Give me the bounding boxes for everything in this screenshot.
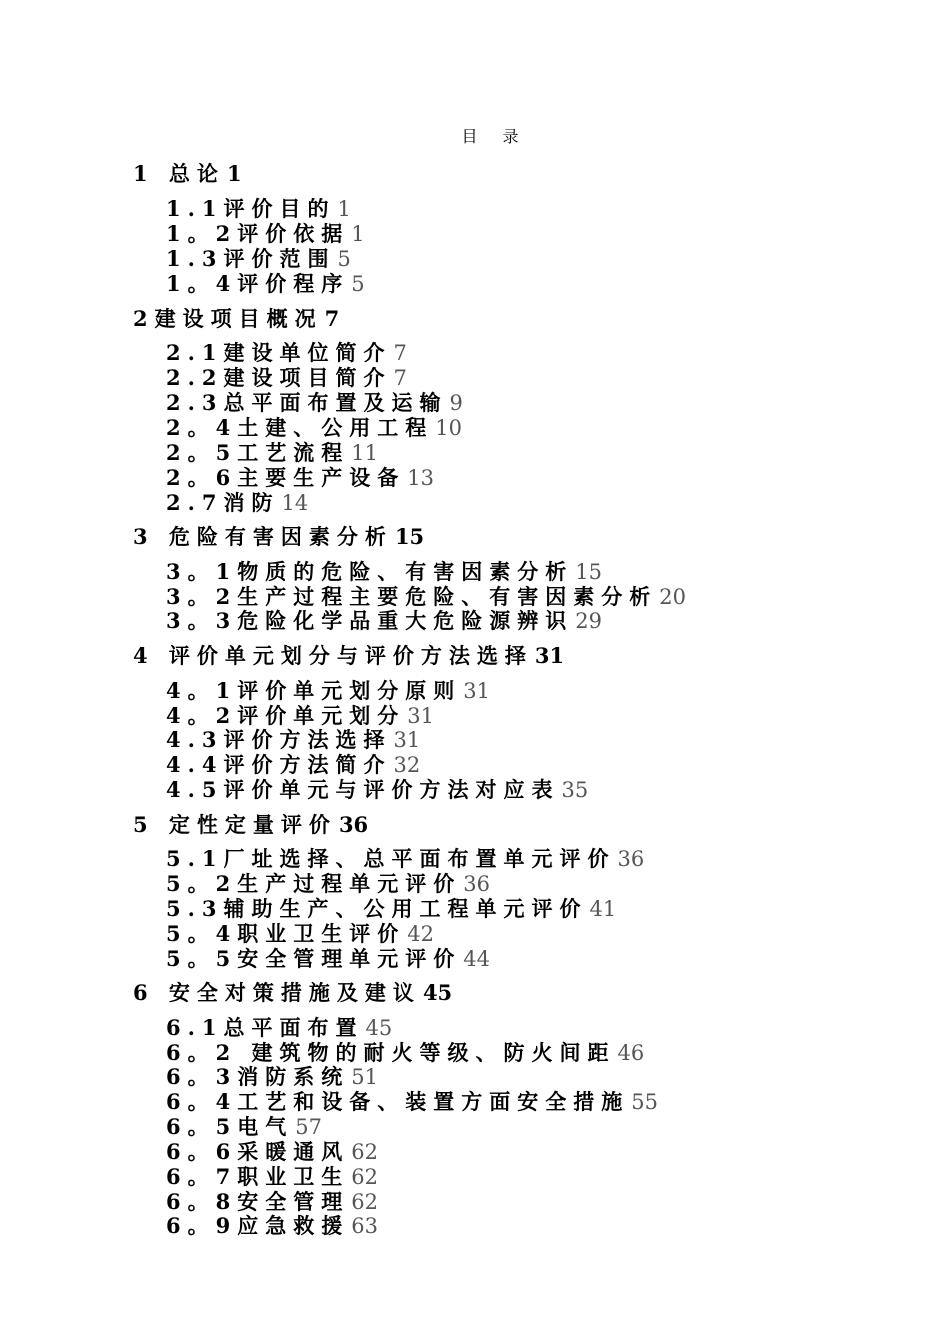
toc-entry-page-number: 31 bbox=[534, 643, 565, 668]
toc-entry-page-number: 45 bbox=[422, 980, 453, 1005]
toc-chapter-entry[interactable] bbox=[133, 640, 564, 670]
toc-entry-label: 3。2生产过程主要危险、有害因素分析 bbox=[166, 584, 658, 609]
toc-entry-label: 4。1评价单元划分原则 bbox=[166, 678, 462, 703]
toc-entry-page-number: 41 bbox=[589, 897, 617, 921]
toc-entry-label: 5。2生产过程单元评价 bbox=[166, 871, 462, 896]
toc-entry-label: 6。4工艺和设备、装置方面安全措施 bbox=[166, 1089, 630, 1114]
toc-entry-label: 6。2 建筑物的耐火等级、防火间距 bbox=[166, 1040, 616, 1065]
toc-entry-page-number: 1 bbox=[351, 222, 365, 246]
toc-entry-label: 6 安全对策措施及建议 bbox=[133, 980, 421, 1005]
toc-entry-label: 3 危险有害因素分析 bbox=[133, 524, 393, 549]
toc-entry-label: 4 评价单元划分与评价方法选择 bbox=[133, 643, 533, 668]
toc-entry-label: 2.1建设单位简介 bbox=[166, 340, 392, 365]
toc-section-entry[interactable] bbox=[166, 1210, 378, 1240]
toc-entry-page-number: 36 bbox=[617, 847, 645, 871]
toc-entry-label: 5.3辅助生产、公用工程单元评价 bbox=[166, 896, 588, 921]
toc-entry-page-number: 10 bbox=[435, 416, 462, 440]
toc-entry-label: 5。4职业卫生评价 bbox=[166, 921, 406, 946]
toc-entry-label: 4.5评价单元与评价方法对应表 bbox=[166, 777, 560, 802]
toc-section-entry[interactable] bbox=[166, 943, 490, 973]
toc-entry-label: 2.3总平面布置及运输 bbox=[166, 390, 448, 415]
toc-entry-page-number: 51 bbox=[351, 1065, 378, 1089]
toc-entry-page-number: 45 bbox=[365, 1016, 393, 1040]
toc-entry-page-number: 15 bbox=[394, 524, 425, 549]
toc-chapter-entry[interactable] bbox=[133, 977, 452, 1007]
toc-entry-label: 6。9应急救援 bbox=[166, 1213, 350, 1238]
toc-entry-page-number: 9 bbox=[449, 391, 463, 415]
toc-entry-page-number: 62 bbox=[351, 1165, 378, 1189]
toc-section-entry[interactable] bbox=[166, 774, 588, 804]
toc-entry-page-number: 32 bbox=[393, 753, 421, 777]
toc-chapter-entry[interactable] bbox=[133, 809, 368, 839]
toc-entry-label: 2.2建设项目简介 bbox=[166, 365, 392, 390]
toc-entry-label: 6。3消防系统 bbox=[166, 1064, 350, 1089]
toc-entry-page-number: 57 bbox=[295, 1115, 322, 1139]
toc-entry-label: 4。2评价单元划分 bbox=[166, 703, 406, 728]
toc-entry-label: 1.1评价目的 bbox=[166, 196, 336, 221]
toc-entry-page-number: 14 bbox=[281, 491, 309, 515]
toc-entry-label: 5.1厂址选择、总平面布置单元评价 bbox=[166, 846, 616, 871]
toc-entry-label: 3。3危险化学品重大危险源辨识 bbox=[166, 608, 574, 633]
toc-entry-page-number: 1 bbox=[226, 161, 242, 186]
toc-section-entry[interactable] bbox=[166, 605, 602, 635]
toc-entry-page-number: 63 bbox=[351, 1214, 378, 1238]
toc-entry-page-number: 62 bbox=[351, 1140, 378, 1164]
toc-entry-label: 1。2评价依据 bbox=[166, 221, 350, 246]
toc-entry-label: 2。4土建、公用工程 bbox=[166, 415, 434, 440]
toc-entry-label: 1 总论 bbox=[133, 161, 225, 186]
toc-entry-page-number: 7 bbox=[393, 341, 407, 365]
toc-entry-page-number: 29 bbox=[575, 609, 602, 633]
toc-entry-page-number: 13 bbox=[407, 466, 434, 490]
toc-entry-label: 5 定性定量评价 bbox=[133, 812, 337, 837]
toc-entry-label: 6.1总平面布置 bbox=[166, 1015, 364, 1040]
toc-entry-label: 2。6主要生产设备 bbox=[166, 465, 406, 490]
toc-entry-page-number: 5 bbox=[337, 247, 351, 271]
toc-entry-page-number: 31 bbox=[393, 728, 421, 752]
toc-entry-label: 1。4评价程序 bbox=[166, 271, 350, 296]
toc-entry-page-number: 11 bbox=[351, 441, 378, 465]
toc-entry-page-number: 20 bbox=[659, 585, 686, 609]
toc-section-entry[interactable] bbox=[166, 268, 365, 298]
toc-entry-label: 6。7职业卫生 bbox=[166, 1164, 350, 1189]
toc-entry-label: 6。5电气 bbox=[166, 1114, 294, 1139]
toc-entry-page-number: 5 bbox=[351, 272, 365, 296]
toc-entry-page-number: 36 bbox=[463, 872, 490, 896]
toc-entry-page-number: 31 bbox=[463, 679, 490, 703]
toc-entry-page-number: 44 bbox=[463, 947, 490, 971]
toc-entry-label: 5。5安全管理单元评价 bbox=[166, 946, 462, 971]
toc-entry-label: 4.4评价方法简介 bbox=[166, 752, 392, 777]
toc-chapter-entry[interactable] bbox=[133, 158, 242, 188]
toc-entry-label: 4.3评价方法选择 bbox=[166, 727, 392, 752]
toc-entry-page-number: 15 bbox=[575, 560, 602, 584]
toc-entry-label: 2建设项目概况 bbox=[133, 306, 323, 331]
toc-entry-label: 2。5工艺流程 bbox=[166, 440, 350, 465]
toc-entry-page-number: 7 bbox=[393, 366, 407, 390]
toc-entry-page-number: 31 bbox=[407, 704, 434, 728]
toc-entry-page-number: 46 bbox=[617, 1041, 645, 1065]
toc-entry-page-number: 36 bbox=[338, 812, 369, 837]
toc-entry-label: 6。6采暖通风 bbox=[166, 1139, 350, 1164]
toc-section-entry[interactable] bbox=[166, 487, 308, 517]
toc-entry-page-number: 55 bbox=[631, 1090, 658, 1114]
toc-title: 目 录 bbox=[461, 127, 529, 146]
toc-entry-page-number: 35 bbox=[561, 778, 589, 802]
toc-chapter-entry[interactable] bbox=[133, 303, 339, 333]
toc-entry-label: 6。8安全管理 bbox=[166, 1189, 350, 1214]
toc-entry-label: 1.3评价范围 bbox=[166, 246, 336, 271]
toc-entry-page-number: 1 bbox=[337, 197, 351, 221]
toc-entry-label: 3。1物质的危险、有害因素分析 bbox=[166, 559, 574, 584]
toc-entry-label: 2.7消防 bbox=[166, 490, 280, 515]
toc-entry-page-number: 7 bbox=[324, 306, 340, 331]
toc-chapter-entry[interactable] bbox=[133, 521, 424, 551]
toc-entry-page-number: 42 bbox=[407, 922, 434, 946]
toc-entry-page-number: 62 bbox=[351, 1190, 378, 1214]
